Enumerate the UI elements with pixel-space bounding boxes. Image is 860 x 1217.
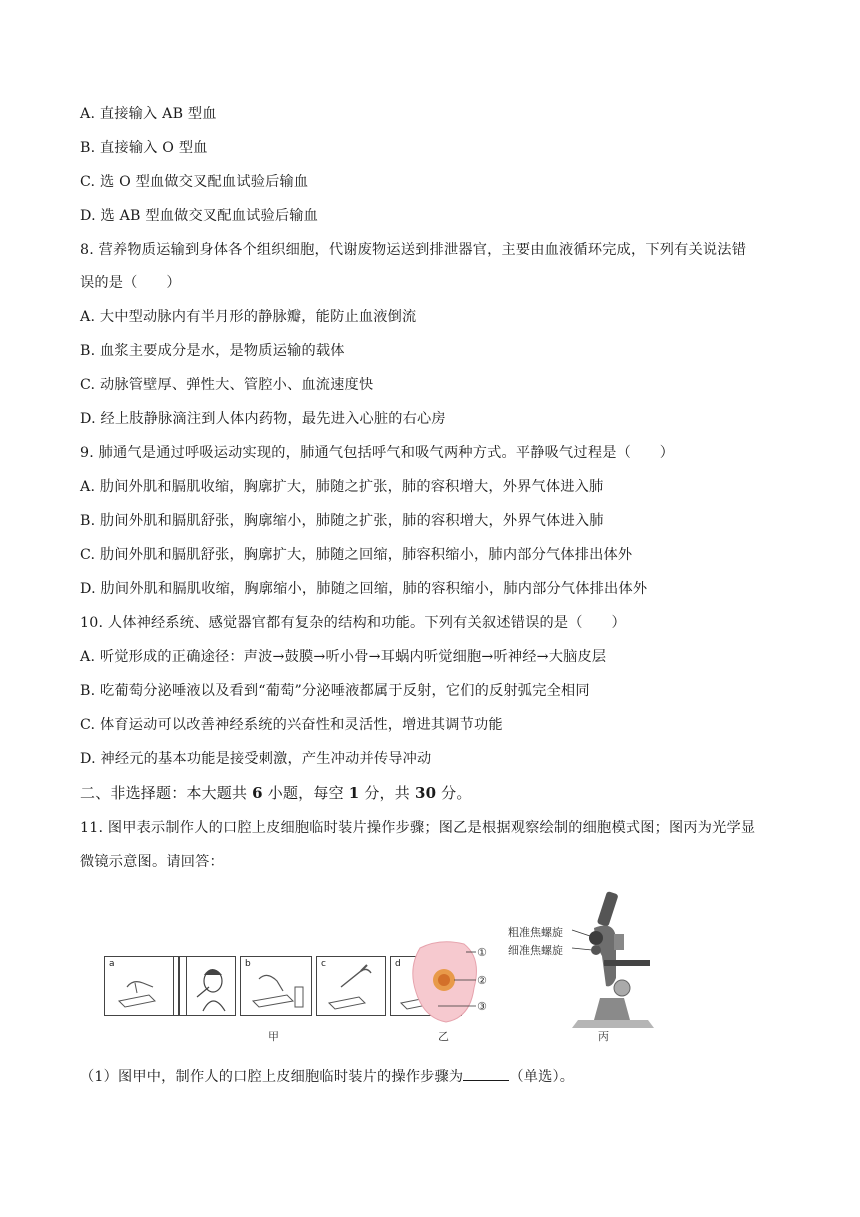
q8-stem-line2: 误的是（ ）	[80, 275, 181, 291]
q8-option-b: B. 血浆主要成分是水，是物质运输的载体	[80, 343, 345, 359]
q9-option-b: B. 肋间外肌和膈肌舒张，胸廓缩小，肺随之扩张，肺的容积增大，外界气体进入肺	[80, 513, 604, 529]
q10-option-a: A. 听觉形成的正确途径：声波→鼓膜→听小骨→耳蜗内听觉细胞→听神经→大脑皮层	[80, 649, 607, 665]
q9-option-d: D. 肋间外肌和膈肌收缩，胸廓缩小，肺随之回缩，肺的容积缩小，肺内部分气体排出体外	[80, 581, 648, 597]
q10-option-b: B. 吃葡萄分泌唾液以及看到“葡萄”分泌唾液都属于反射，它们的反射弧完全相同	[80, 683, 590, 699]
q11-figure	[100, 888, 660, 1048]
q9-stem: 9. 肺通气是通过呼吸运动实现的，肺通气包括呼气和吸气两种方式。平静吸气过程是（ ）	[80, 445, 675, 461]
step-panel-d: d	[390, 956, 462, 1016]
step-panel-c: c	[316, 956, 386, 1016]
q7-option-d: D. 选 AB 型血做交叉配血试验后输血	[80, 208, 319, 224]
q10-stem: 10. 人体神经系统、感觉器官都有复杂的结构和功能。下列有关叙述错误的是（ ）	[80, 615, 626, 631]
q7-option-c: C. 选 O 型血做交叉配血试验后输血	[80, 174, 309, 190]
q9-option-c: C. 肋间外肌和膈肌舒张，胸廓扩大，肺随之回缩，肺容积缩小，肺内部分气体排出体外	[80, 547, 633, 563]
microscope-diagram	[560, 888, 660, 1034]
slide-drop-illustration	[105, 957, 172, 1014]
q11-stem-line2: 微镜示意图。请回答：	[80, 854, 224, 870]
q8-option-a: A. 大中型动脉内有半月形的静脉瓣，能防止血液倒流	[80, 309, 417, 325]
q8-stem-line1: 8. 营养物质运输到身体各个组织细胞，代谢废物运送到排泄器官，主要由血液循环完成，下列有关说法错	[80, 242, 747, 258]
step-panel-person	[186, 956, 236, 1016]
q11-stem-line1: 11. 图甲表示制作人的口腔上皮细胞临时装片操作步骤；图乙是根据观察绘制的细胞模式图；图丙为光学显	[80, 820, 756, 836]
caption-jia: 甲	[268, 1030, 279, 1043]
q10-option-c: C. 体育运动可以改善神经系统的兴奋性和灵活性，增进其调节功能	[80, 717, 503, 733]
answer-blank[interactable]	[463, 1066, 509, 1081]
eyepiece-tube	[597, 891, 619, 927]
caption-yi: 乙	[438, 1030, 449, 1043]
objective	[614, 934, 624, 950]
q7-option-a: A. 直接输入 AB 型血	[80, 106, 217, 122]
q9-option-a: A. 肋间外肌和膈肌收缩，胸廓扩大，肺随之扩张，肺的容积增大，外界气体进入肺	[80, 479, 604, 495]
base	[572, 1020, 654, 1028]
fine-knob	[591, 945, 601, 955]
q8-option-d: D. 经上肢静脉滴注到人体内药物，最先进入心脏的右心房	[80, 411, 446, 427]
cheek-cell-diagram	[408, 934, 498, 1034]
marker-3: ③	[477, 1000, 487, 1013]
q11-sub1: （1）图甲中，制作人的口腔上皮细胞临时装片的操作步骤为 （单选）。	[80, 1066, 574, 1087]
q10-option-d: D. 神经元的基本功能是接受刺激，产生冲动并传导冲动	[80, 751, 432, 767]
q7-option-b: B. 直接输入 O 型血	[80, 140, 208, 156]
person-scraping-cheek-illustration	[187, 957, 234, 1014]
stage	[604, 960, 650, 966]
q8-option-c: C. 动脉管壁厚、弹性大、管腔小、血流速度快	[80, 377, 374, 393]
mirror	[614, 980, 630, 996]
coarse-knob	[589, 931, 603, 945]
step-panel-a: a	[104, 956, 174, 1016]
marker-2: ②	[477, 974, 487, 987]
fine-adjustment-label: 细准焦螺旋	[508, 944, 563, 957]
section-heading: 二、非选择题：本大题共 6 小题，每空 1 分，共 30 分。	[80, 784, 472, 802]
caption-bing: 丙	[598, 1030, 609, 1043]
coarse-adjustment-label: 粗准焦螺旋	[508, 926, 563, 939]
cover-glass-illustration	[241, 957, 310, 1014]
stain-drop-illustration	[317, 957, 384, 1014]
step-panel-b: b	[240, 956, 312, 1016]
marker-1: ①	[477, 946, 487, 959]
